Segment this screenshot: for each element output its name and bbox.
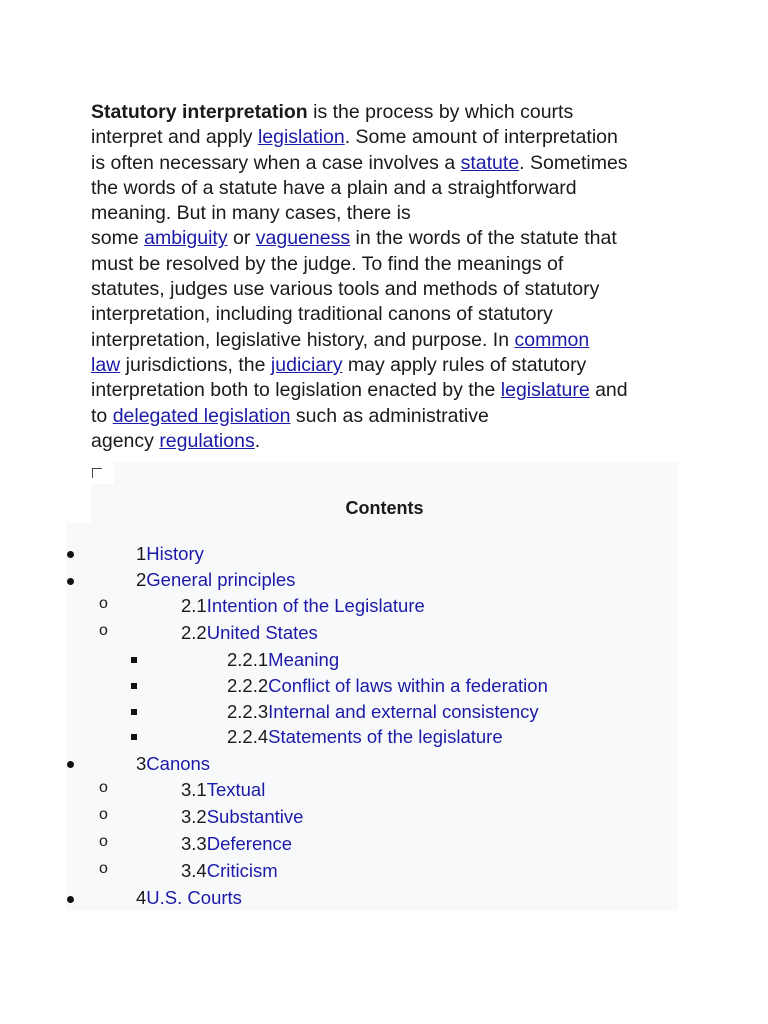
intro-text: jurisdictions, the (120, 353, 271, 376)
link-vagueness[interactable]: vagueness (255, 227, 351, 250)
toc-number: 2.2.2 (227, 675, 269, 696)
disc-bullet-icon (67, 551, 74, 558)
toc-number: 2 (136, 569, 147, 590)
intro-text: . Sometimes (519, 151, 628, 174)
toc-label[interactable]: Canons (146, 753, 211, 774)
link-judiciary[interactable]: judiciary (270, 353, 343, 376)
link-statute[interactable]: statute (460, 151, 520, 174)
toc-label[interactable]: United States (206, 622, 318, 643)
intro-text: . (254, 429, 261, 452)
intro-text: interpretation both to legislation enacted by the (91, 379, 501, 402)
toc-item-consistency[interactable] (227, 700, 539, 724)
link-ambiguity[interactable]: ambiguity (144, 227, 228, 250)
toc-item-us-courts[interactable] (136, 886, 242, 910)
intro-text: or (227, 227, 256, 250)
link-regulations[interactable]: regulations (159, 429, 255, 452)
intro-paragraph (91, 100, 691, 454)
toc-item-deference[interactable] (181, 832, 292, 856)
circle-bullet-icon: o (99, 595, 108, 612)
toc-label[interactable]: Deference (206, 833, 293, 854)
disc-bullet-icon (67, 761, 74, 768)
intro-text: such as administrative (290, 404, 489, 427)
toc-number: 2.2.3 (227, 701, 269, 722)
link-common-law-2[interactable]: law (91, 353, 121, 376)
checkbox-icon (92, 468, 102, 478)
toc-item-conflict-of-laws[interactable] (227, 674, 548, 698)
toc-number: 3 (136, 753, 147, 774)
toc-number: 4 (136, 887, 147, 908)
link-legislation[interactable]: legislation (257, 126, 345, 149)
toc-label[interactable]: Criticism (206, 860, 278, 881)
disc-bullet-icon (67, 578, 74, 585)
toc-number: 2.2.4 (227, 726, 269, 747)
toc-number: 3.2 (181, 806, 207, 827)
article-term: Statutory interpretation (91, 101, 308, 123)
square-bullet-icon (131, 683, 137, 689)
intro-text: may apply rules of statutory (342, 353, 587, 376)
toc-number: 2.1 (181, 595, 207, 616)
intro-text: the words of a statute have a plain and a straightforward (91, 176, 577, 199)
intro-text: . Some amount of interpretation (344, 126, 618, 149)
toc-item-history[interactable] (136, 542, 204, 566)
intro-text: agency (91, 429, 160, 452)
toc-item-statements[interactable] (227, 725, 503, 749)
toc-label[interactable]: Meaning (268, 649, 340, 670)
link-delegated-legislation[interactable]: delegated legislation (112, 404, 291, 427)
circle-bullet-icon: o (99, 860, 108, 877)
toc-label[interactable]: Textual (206, 779, 266, 800)
toc-label[interactable]: History (146, 543, 204, 564)
intro-text: meaning. But in many cases, there is (91, 202, 411, 225)
toc-label[interactable]: Statements of the legislature (268, 726, 503, 747)
circle-bullet-icon: o (99, 833, 108, 850)
toc-number: 3.4 (181, 860, 207, 881)
toc-item-general-principles[interactable] (136, 568, 295, 592)
toc-item-intention[interactable] (181, 594, 425, 618)
link-legislature[interactable]: legislature (500, 379, 590, 402)
intro-text: some (91, 227, 145, 250)
toc-label[interactable]: Intention of the Legislature (206, 595, 425, 616)
square-bullet-icon (131, 657, 137, 663)
toc-item-meaning[interactable] (227, 648, 339, 672)
toc-item-substantive[interactable] (181, 805, 303, 829)
toc-toggle[interactable] (90, 462, 114, 484)
disc-bullet-icon (67, 896, 74, 903)
intro-text: must be resolved by the judge. To find the meanings of (91, 252, 564, 275)
circle-bullet-icon: o (99, 806, 108, 823)
intro-text: to (91, 404, 113, 427)
toc-item-textual[interactable] (181, 778, 265, 802)
toc-title: Contents (345, 498, 424, 518)
toc-label[interactable]: General principles (146, 569, 296, 590)
toc-label[interactable]: U.S. Courts (146, 887, 242, 908)
toc-number: 3.1 (181, 779, 207, 800)
toc-number: 2.2.1 (227, 649, 269, 670)
intro-text: interpretation, legislative history, and purpose. In (91, 328, 515, 351)
square-bullet-icon (131, 709, 137, 715)
toc-label[interactable]: Internal and external consistency (268, 701, 539, 722)
circle-bullet-icon: o (99, 779, 108, 796)
intro-text: is often necessary when a case involves a (91, 151, 461, 174)
toc-label[interactable]: Substantive (206, 806, 304, 827)
intro-text: interpret and apply (91, 126, 258, 149)
intro-text: in the words of the statute that (350, 227, 617, 250)
toc-label[interactable]: Conflict of laws within a federation (268, 675, 548, 696)
intro-text: statutes, judges use various tools and methods of statutory (91, 278, 600, 301)
square-bullet-icon (131, 734, 137, 740)
intro-text: interpretation, including traditional canons of statutory (91, 303, 553, 326)
toc-number: 3.3 (181, 833, 207, 854)
circle-bullet-icon: o (99, 622, 108, 639)
toc-item-united-states[interactable] (181, 621, 318, 645)
toc-item-criticism[interactable] (181, 859, 278, 883)
link-common-law[interactable]: common (514, 328, 590, 351)
toc-item-canons[interactable] (136, 752, 210, 776)
toc-number: 2.2 (181, 622, 207, 643)
toc-number: 1 (136, 543, 147, 564)
intro-text: and (589, 379, 628, 402)
intro-text: is the process by which courts (307, 101, 574, 123)
